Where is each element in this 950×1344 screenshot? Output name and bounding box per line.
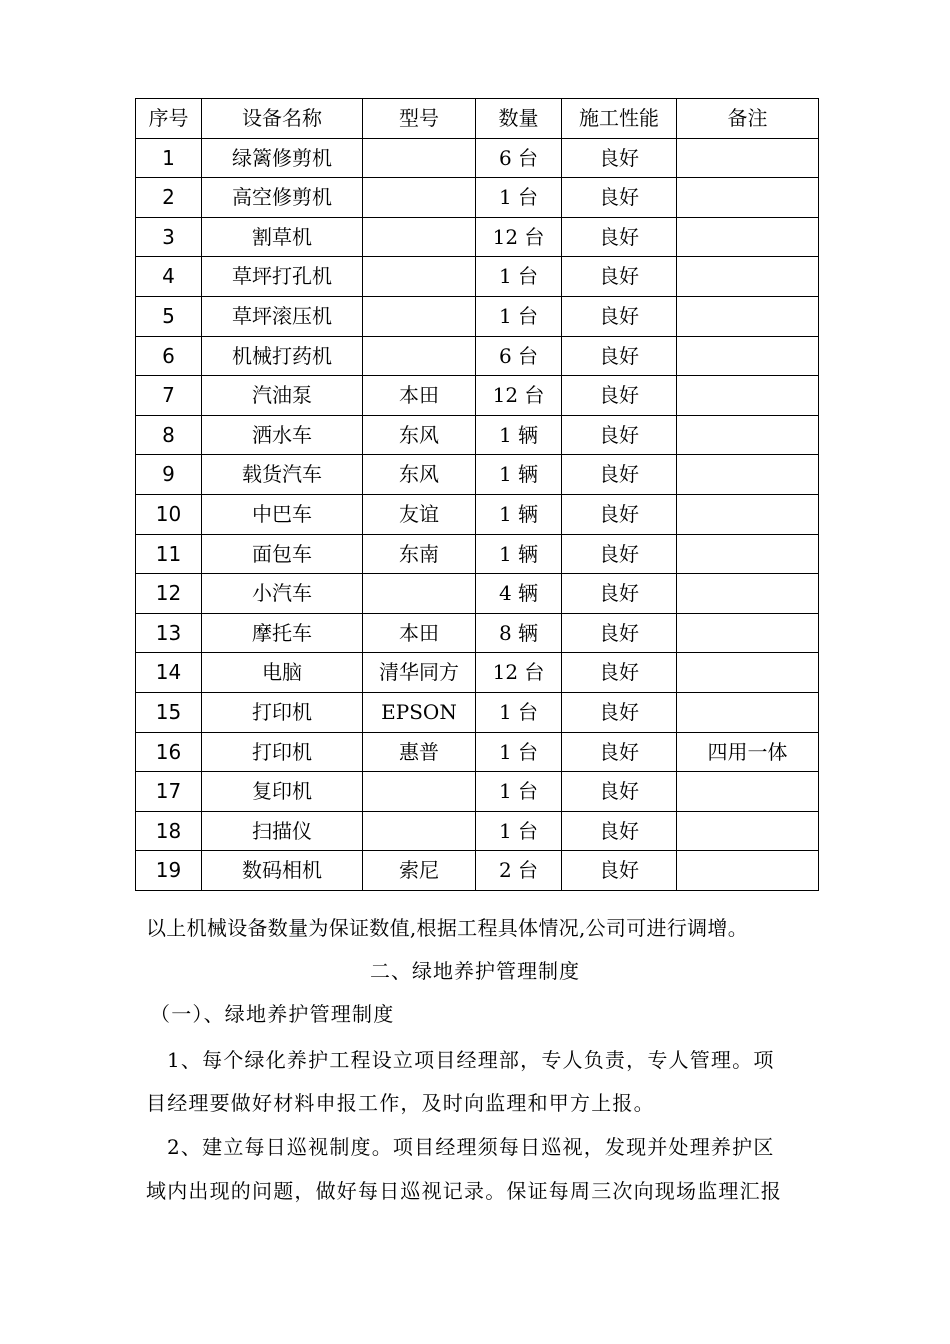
cell-model [363,772,476,812]
cell-performance: 良好 [562,336,677,376]
cell-index: 9 [136,455,202,495]
cell-equipment-name: 扫描仪 [202,811,363,851]
cell-remarks [677,811,819,851]
cell-model [363,138,476,178]
cell-model: 东风 [363,455,476,495]
cell-model [363,336,476,376]
cell-quantity: 1 辆 [476,455,562,495]
cell-remarks [677,613,819,653]
table-row [136,336,819,376]
cell-equipment-name: 复印机 [202,772,363,812]
cell-equipment-name: 汽油泵 [202,376,363,416]
header-index: 序号 [136,99,202,139]
cell-performance: 良好 [562,376,677,416]
cell-equipment-name: 电脑 [202,653,363,693]
cell-performance: 良好 [562,178,677,218]
cell-remarks [677,336,819,376]
cell-index: 6 [136,336,202,376]
cell-index: 18 [136,811,202,851]
header-model: 型号 [363,99,476,139]
cell-index: 12 [136,574,202,614]
cell-performance: 良好 [562,574,677,614]
cell-index: 2 [136,178,202,218]
cell-model: 东风 [363,415,476,455]
table-row [136,613,819,653]
cell-model: 本田 [363,613,476,653]
cell-performance: 良好 [562,534,677,574]
header-quantity: 数量 [476,99,562,139]
cell-index: 10 [136,494,202,534]
cell-model: 东南 [363,534,476,574]
cell-quantity: 12 台 [476,217,562,257]
cell-index: 13 [136,613,202,653]
equipment-table [135,98,819,891]
cell-equipment-name: 面包车 [202,534,363,574]
cell-performance: 良好 [562,732,677,772]
cell-index: 1 [136,138,202,178]
cell-model [363,178,476,218]
cell-index: 7 [136,376,202,416]
cell-index: 8 [136,415,202,455]
table-row [136,178,819,218]
table-row [136,772,819,812]
cell-index: 15 [136,692,202,732]
table-row [136,138,819,178]
cell-equipment-name: 载货汽车 [202,455,363,495]
cell-remarks [677,692,819,732]
table-row [136,494,819,534]
cell-quantity: 1 台 [476,811,562,851]
cell-performance: 良好 [562,613,677,653]
cell-performance: 良好 [562,494,677,534]
cell-equipment-name: 绿篱修剪机 [202,138,363,178]
cell-quantity: 1 台 [476,732,562,772]
table-row [136,376,819,416]
cell-equipment-name: 打印机 [202,732,363,772]
cell-performance: 良好 [562,653,677,693]
table-row [136,851,819,891]
cell-model [363,811,476,851]
cell-model [363,257,476,297]
cell-performance: 良好 [562,851,677,891]
cell-index: 3 [136,217,202,257]
cell-performance: 良好 [562,217,677,257]
cell-model: EPSON [363,692,476,732]
cell-equipment-name: 中巴车 [202,494,363,534]
cell-performance: 良好 [562,257,677,297]
paragraph-2-line-1: 2、建立每日巡视制度。项目经理须每日巡视，发现并处理养护区 [167,1135,775,1159]
cell-model: 惠普 [363,732,476,772]
cell-remarks [677,415,819,455]
cell-quantity: 6 台 [476,336,562,376]
cell-remarks [677,178,819,218]
cell-quantity: 4 辆 [476,574,562,614]
cell-equipment-name: 摩托车 [202,613,363,653]
cell-model: 清华同方 [363,653,476,693]
header-remarks: 备注 [677,99,819,139]
cell-quantity: 1 辆 [476,415,562,455]
cell-index: 17 [136,772,202,812]
cell-equipment-name: 草坪滚压机 [202,296,363,336]
cell-remarks [677,257,819,297]
table-row [136,574,819,614]
cell-equipment-name: 高空修剪机 [202,178,363,218]
cell-remarks [677,494,819,534]
table-row [136,455,819,495]
cell-remarks [677,455,819,495]
cell-index: 14 [136,653,202,693]
cell-equipment-name: 割草机 [202,217,363,257]
cell-remarks [677,217,819,257]
cell-model: 友谊 [363,494,476,534]
cell-equipment-name: 机械打药机 [202,336,363,376]
cell-equipment-name: 草坪打孔机 [202,257,363,297]
cell-index: 5 [136,296,202,336]
paragraph-1-line-1: 1、每个绿化养护工程设立项目经理部，专人负责，专人管理。项 [167,1048,775,1072]
cell-model [363,296,476,336]
table-row [136,217,819,257]
cell-quantity: 1 辆 [476,534,562,574]
cell-quantity: 1 台 [476,178,562,218]
cell-performance: 良好 [562,138,677,178]
cell-quantity: 1 辆 [476,494,562,534]
cell-remarks [677,296,819,336]
table-row [136,732,819,772]
cell-index: 4 [136,257,202,297]
table-footnote: 以上机械设备数量为保证数值,根据工程具体情况,公司可进行调增。 [146,916,749,940]
subsection-heading: （一）、绿地养护管理制度 [150,1002,395,1026]
cell-quantity: 12 台 [476,376,562,416]
cell-index: 19 [136,851,202,891]
cell-remarks [677,772,819,812]
cell-index: 11 [136,534,202,574]
paragraph-2-line-2: 域内出现的问题，做好每日巡视记录。保证每周三次向现场监理汇报 [146,1179,782,1203]
cell-performance: 良好 [562,296,677,336]
table-row [136,415,819,455]
cell-quantity: 12 台 [476,653,562,693]
cell-performance: 良好 [562,692,677,732]
header-performance: 施工性能 [562,99,677,139]
cell-model: 本田 [363,376,476,416]
cell-remarks [677,851,819,891]
cell-performance: 良好 [562,455,677,495]
cell-equipment-name: 打印机 [202,692,363,732]
table-header-row [136,99,819,139]
cell-remarks [677,534,819,574]
table-row [136,534,819,574]
cell-quantity: 2 台 [476,851,562,891]
section-heading: 二、绿地养护管理制度 [370,959,580,983]
cell-remarks: 四用一体 [677,732,819,772]
cell-index: 16 [136,732,202,772]
cell-performance: 良好 [562,772,677,812]
cell-remarks [677,653,819,693]
cell-model [363,574,476,614]
paragraph-1-line-2: 目经理要做好材料申报工作，及时向监理和甲方上报。 [146,1091,655,1115]
cell-quantity: 1 台 [476,772,562,812]
table-row [136,692,819,732]
cell-remarks [677,376,819,416]
cell-quantity: 1 台 [476,692,562,732]
cell-remarks [677,138,819,178]
cell-quantity: 1 台 [476,296,562,336]
cell-model [363,217,476,257]
table-row [136,811,819,851]
table-row [136,653,819,693]
cell-quantity: 6 台 [476,138,562,178]
cell-model: 索尼 [363,851,476,891]
cell-quantity: 1 台 [476,257,562,297]
cell-performance: 良好 [562,811,677,851]
cell-remarks [677,574,819,614]
cell-quantity: 8 辆 [476,613,562,653]
table-row [136,257,819,297]
header-equipment-name: 设备名称 [202,99,363,139]
cell-equipment-name: 小汽车 [202,574,363,614]
table-row [136,296,819,336]
cell-equipment-name: 洒水车 [202,415,363,455]
cell-performance: 良好 [562,415,677,455]
cell-equipment-name: 数码相机 [202,851,363,891]
